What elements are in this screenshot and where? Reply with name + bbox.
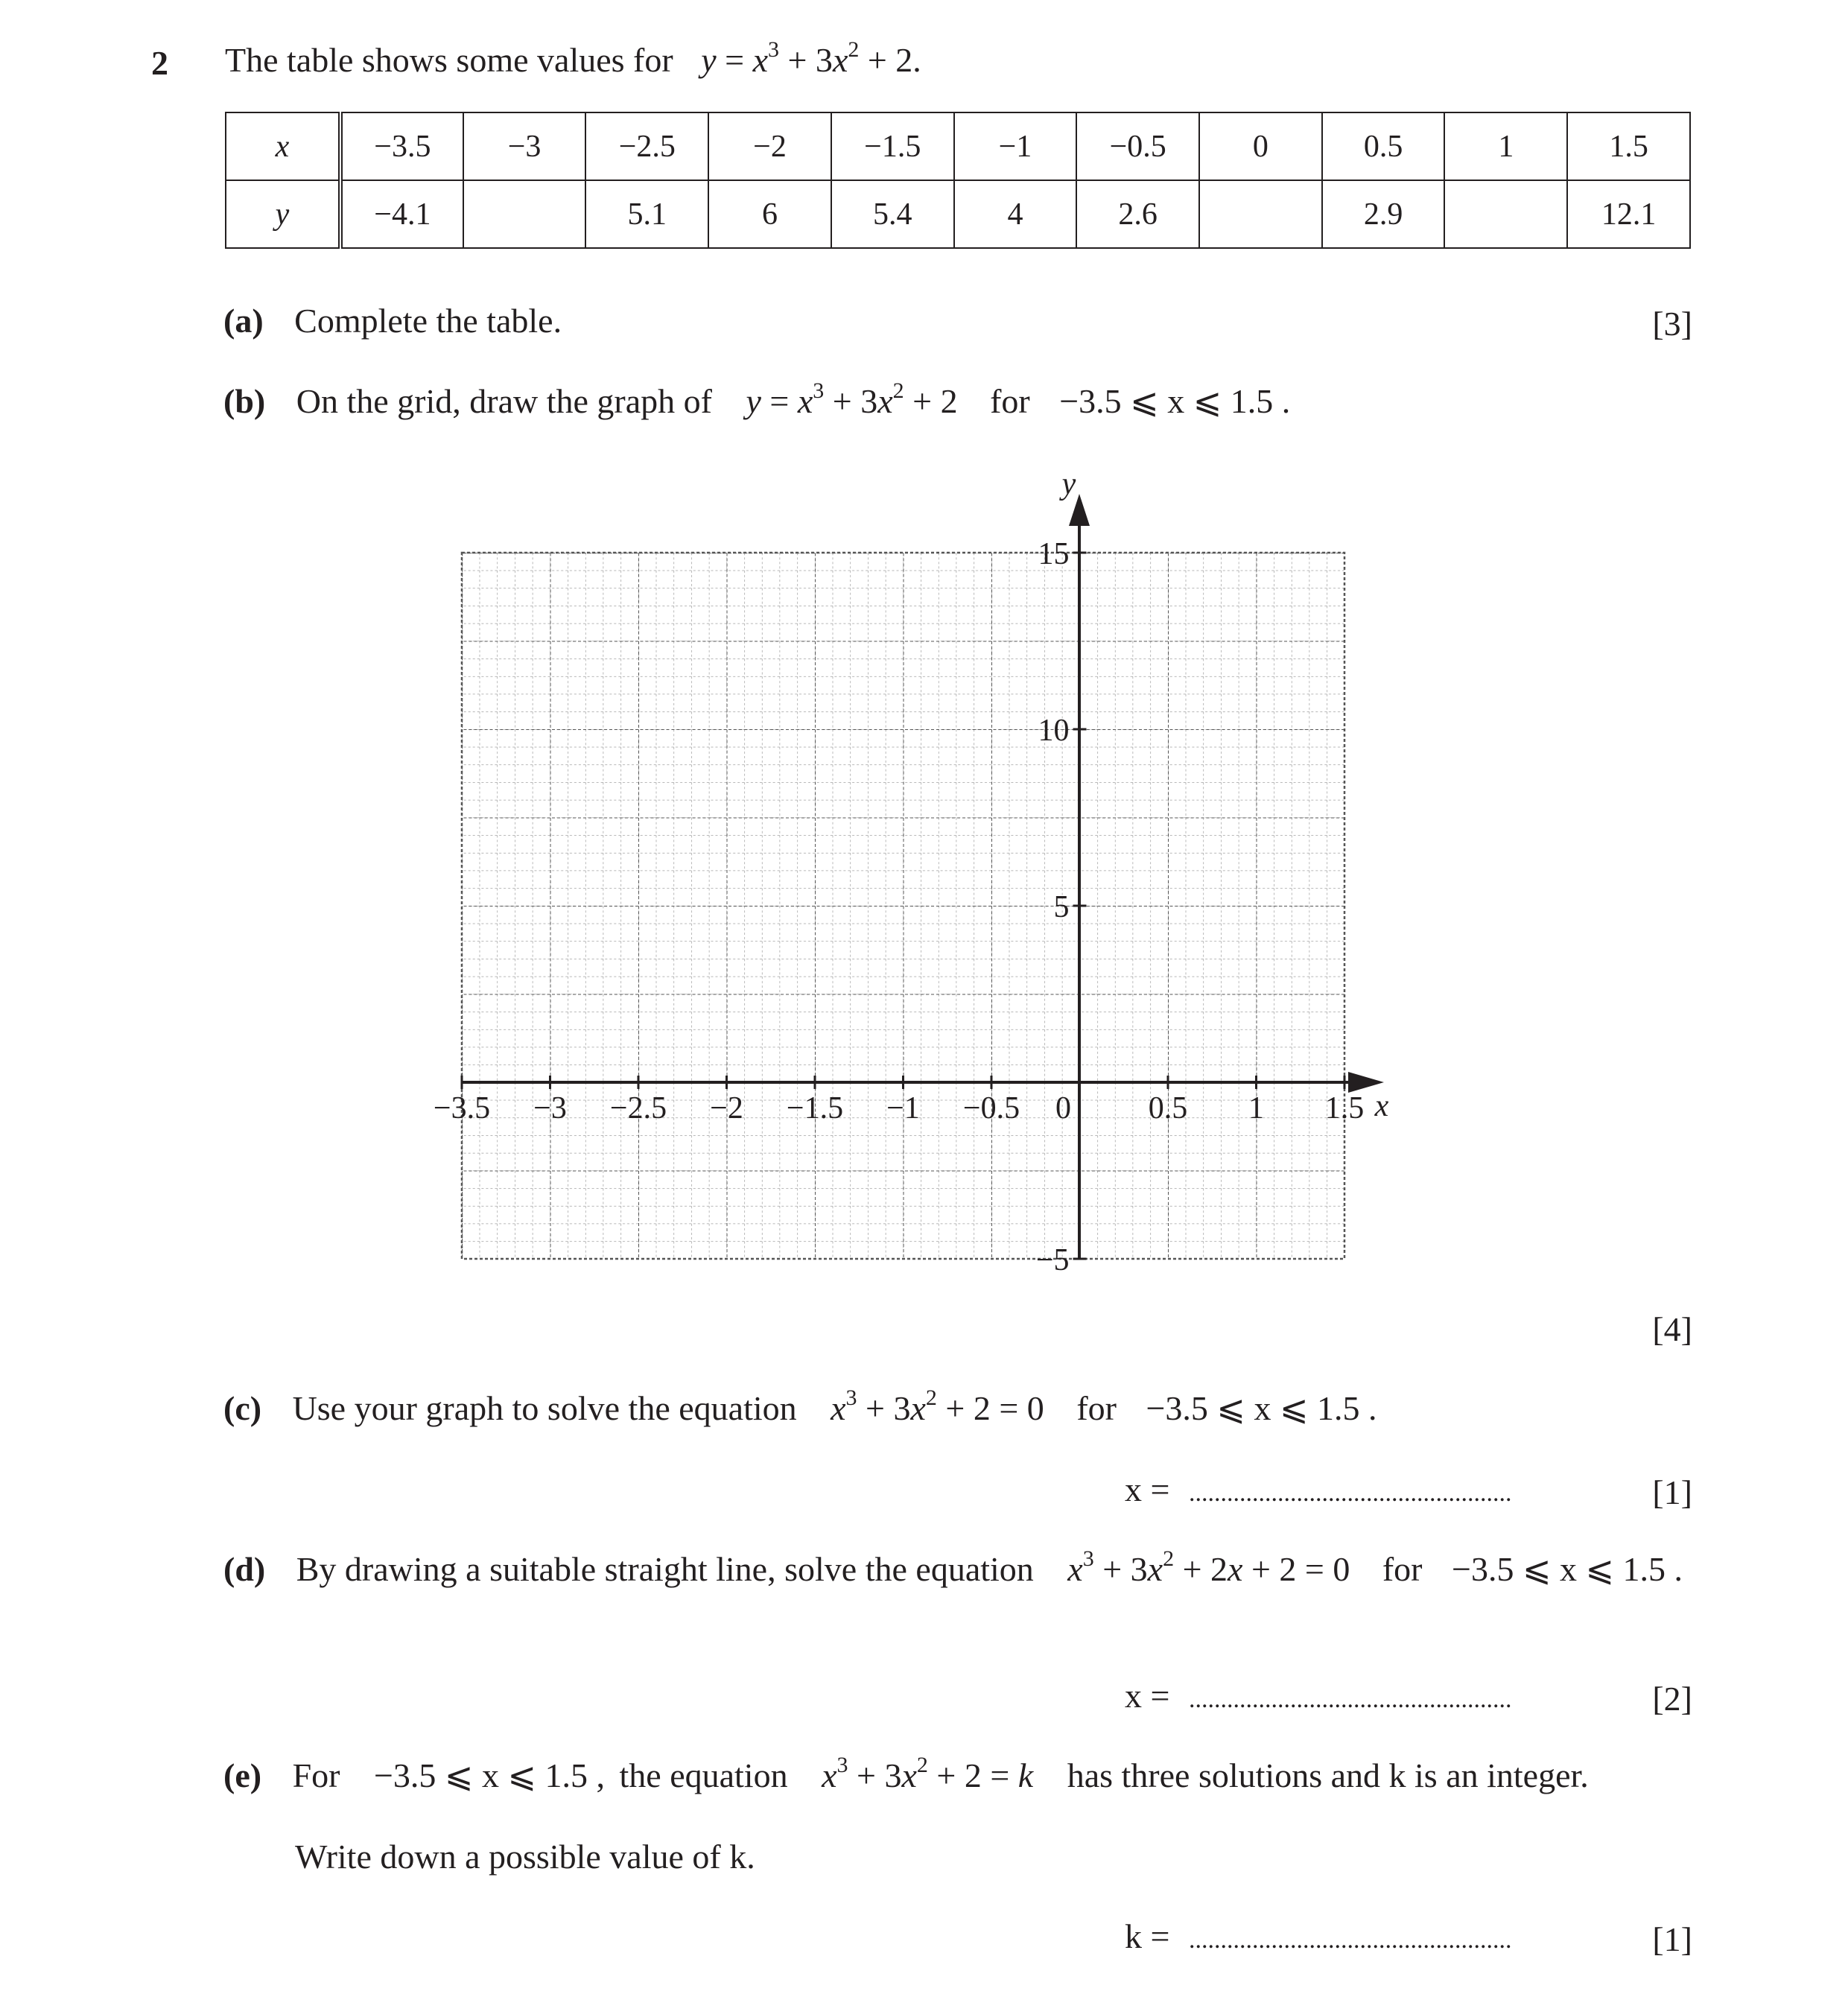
answer-dots: ................................................... xyxy=(1188,1479,1512,1507)
x-tick-label: −1 xyxy=(886,1091,920,1125)
x-tick-label: −2.5 xyxy=(609,1091,667,1125)
table-cell: 1 xyxy=(1444,112,1567,180)
x-tick-label: −3.5 xyxy=(433,1091,491,1125)
part-d-answer-line[interactable] xyxy=(1125,1679,1511,1713)
part-c-for: for xyxy=(1076,1389,1117,1427)
part-e-text-pre: For xyxy=(292,1756,340,1794)
table-cell: −0.5 xyxy=(1076,112,1199,180)
part-c-answer-line[interactable] xyxy=(1125,1470,1512,1508)
table-cell-blank[interactable] xyxy=(1199,180,1322,248)
part-e-marks: [1] xyxy=(1652,1920,1692,1958)
intro-text: The table shows some values for xyxy=(225,41,673,79)
table-cell-blank[interactable] xyxy=(463,180,586,248)
x-axis-label: x xyxy=(1374,1089,1389,1123)
part-a-text: Complete the table. xyxy=(294,302,562,340)
part-e-line2: Write down a possible value of k. xyxy=(295,1838,755,1876)
table-cell: 5.1 xyxy=(585,180,708,248)
part-c-answer-label: x = xyxy=(1125,1470,1170,1508)
table-cell: −3 xyxy=(463,112,586,180)
table-cell: 2.6 xyxy=(1076,180,1199,248)
table-header-y: y xyxy=(226,180,340,248)
part-c-equation: $x^3 + 3x^2 + 2 = 0$ xyxy=(831,1385,1044,1427)
y-tick-label: −5 xyxy=(1035,1243,1070,1277)
part-c-text: Use your graph to solve the equation xyxy=(292,1389,797,1427)
table-cell: −4.1 xyxy=(340,180,463,248)
y-tick-label: 5 xyxy=(1053,890,1070,924)
part-c xyxy=(223,1385,1377,1427)
part-c-label: (c) xyxy=(223,1389,262,1427)
x-tick-label: 0.5 xyxy=(1148,1091,1188,1125)
part-e-range: −3.5 ⩽ x ⩽ 1.5 , xyxy=(373,1756,605,1794)
major-grid xyxy=(462,553,1344,1259)
values-table xyxy=(225,112,1691,249)
x-tick-label: −1.5 xyxy=(786,1091,844,1125)
part-a-label: (a) xyxy=(223,302,264,340)
table-cell: 2.9 xyxy=(1322,180,1445,248)
part-d-text: By drawing a suitable straight line, solve the equation xyxy=(296,1550,1034,1588)
part-e xyxy=(223,1753,1589,1794)
part-d-equation: $x^3 + 3x^2 + 2x + 2 = 0$ xyxy=(1067,1546,1350,1588)
answer-dots: ................................................... xyxy=(1188,1926,1512,1954)
part-d-answer-label: x = xyxy=(1125,1677,1170,1715)
part-e-answer-line[interactable] xyxy=(1125,1917,1512,1955)
part-b-range: −3.5 ⩽ x ⩽ 1.5 . xyxy=(1059,382,1291,420)
function-expression: $y = x^3 + 3x^2 + 2$. xyxy=(701,37,921,79)
part-e-label: (e) xyxy=(223,1756,262,1794)
table-cell: 1.5 xyxy=(1567,112,1690,180)
part-d-marks: [2] xyxy=(1652,1680,1692,1718)
y-tick-label: 10 xyxy=(1038,714,1070,748)
part-d-label: (d) xyxy=(223,1550,266,1588)
part-a xyxy=(223,304,562,338)
table-cell: −1.5 xyxy=(831,112,954,180)
part-a-marks: [3] xyxy=(1652,305,1692,343)
table-row-y xyxy=(226,180,1690,248)
part-b-function: $y = x^3 + 3x^2 + 2$ xyxy=(746,378,958,420)
part-d xyxy=(223,1546,1683,1588)
table-cell: 4 xyxy=(954,180,1077,248)
part-e-text-post: has three solutions and k is an integer. xyxy=(1067,1756,1589,1794)
x-tick-label: 1 xyxy=(1248,1091,1264,1125)
table-cell: −3.5 xyxy=(340,112,463,180)
x-tick-label: −3 xyxy=(533,1091,567,1125)
table-cell: 0 xyxy=(1199,112,1322,180)
part-e-equation: $x^3 + 3x^2 + 2 = k$ xyxy=(822,1753,1034,1794)
part-d-for: for xyxy=(1382,1550,1423,1588)
table-cell: 0.5 xyxy=(1322,112,1445,180)
part-b-text: On the grid, draw the graph of xyxy=(296,382,712,420)
table-cell: −2 xyxy=(708,112,831,180)
part-b-marks: [4] xyxy=(1652,1310,1692,1348)
question-intro xyxy=(225,37,921,79)
question-number: 2 xyxy=(151,44,168,82)
table-cell: 12.1 xyxy=(1567,180,1690,248)
part-b xyxy=(223,378,1291,420)
table-cell: 5.4 xyxy=(831,180,954,248)
table-cell: −1 xyxy=(954,112,1077,180)
table-row-x xyxy=(226,112,1690,180)
answer-dots: ................................................... xyxy=(1188,1686,1512,1713)
x-tick-label: 1.5 xyxy=(1324,1091,1365,1125)
part-c-range: −3.5 ⩽ x ⩽ 1.5 . xyxy=(1146,1389,1377,1427)
table-header-x: x xyxy=(226,112,340,180)
part-e-answer-label: k = xyxy=(1125,1917,1170,1955)
y-axis-label: y xyxy=(1061,467,1076,501)
part-d-range: −3.5 ⩽ x ⩽ 1.5 . xyxy=(1452,1550,1683,1588)
table-cell: 6 xyxy=(708,180,831,248)
part-c-marks: [1] xyxy=(1652,1473,1692,1511)
table-cell: −2.5 xyxy=(585,112,708,180)
x-tick-label: −2 xyxy=(710,1091,743,1125)
part-b-label: (b) xyxy=(223,382,266,420)
part-e-text-mid: the equation xyxy=(619,1756,788,1794)
graph-grid[interactable] xyxy=(402,462,1430,1281)
part-b-for: for xyxy=(990,382,1030,420)
x-tick-label: 0 xyxy=(1055,1091,1071,1125)
table-cell-blank[interactable] xyxy=(1444,180,1567,248)
x-tick-label: −0.5 xyxy=(962,1091,1020,1125)
y-tick-label: 15 xyxy=(1038,537,1070,571)
